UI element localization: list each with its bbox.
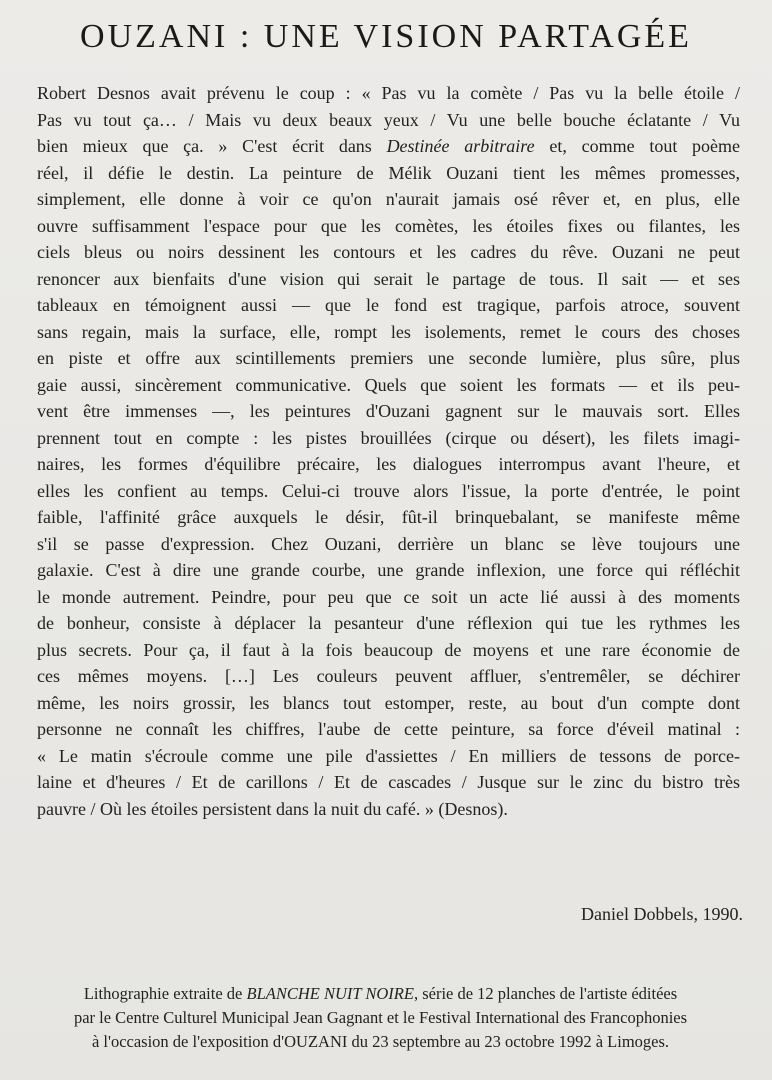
body-line: le monde autrement. Peindre, pour peu que ce soit un acte lié aussi à des moments	[37, 586, 740, 607]
body-line: naires, les formes d'équilibre précaire, les dialogues interrompus avant l'heure, et	[37, 454, 740, 474]
body-line: même, les noirs grossir, les blancs tout estomper, reste, au bout d'un compte dont	[37, 692, 740, 713]
body-line: plus secrets. Pour ça, il faut à la fois beaucoup de moyens et une rare économie de	[37, 639, 740, 660]
credit-line: par le Centre Culturel Municipal Jean Gagnant et le Festival International des Francophonies	[73, 1008, 688, 1027]
body-line: personne ne connaît les chiffres, l'aube de cette peinture, sa force d'éveil matinal :	[37, 719, 740, 739]
body-line: Pas vu tout ça… / Mais vu deux beaux yeux / Vu une belle bouche éclatante / Vu	[37, 109, 740, 130]
body-line: faible, l'affinité grâce auxquels le désir, fût-il brinquebalant, se manifeste même	[37, 507, 740, 527]
body-line: « Le matin s'écroule comme une pile d'assiettes / En milliers de tessons de porce-	[37, 745, 740, 766]
body-line: galaxie. C'est à dire une grande courbe, une grande inflexion, une force qui réfléchit	[37, 560, 740, 580]
article-body	[37, 80, 740, 822]
body-line: laine et d'heures / Et de carillons / Et de cascades / Jusque sur le zinc du bistro très	[37, 772, 740, 792]
lithograph-credit	[8, 982, 753, 1054]
body-line: ces mêmes moyens. […] Les couleurs peuvent affluer, s'entremêler, se déchirer	[37, 666, 740, 686]
body-line: ouvre suffisamment l'espace pour que les comètes, les étoiles fixes ou filantes, les	[37, 215, 740, 236]
body-line: vent être immenses —, les peintures d'Ouzani gagnent sur le mauvais sort. Elles	[37, 401, 740, 421]
credit-line: Lithographie extraite de BLANCHE NUIT NOIRE, série de 12 planches de l'artiste éditées	[83, 984, 678, 1003]
body-line: s'il se passe d'expression. Chez Ouzani, derrière un blanc se lève toujours une	[37, 533, 740, 554]
body-line: bien mieux que ça. » C'est écrit dans Destinée arbitraire et, comme tout poème	[37, 136, 741, 156]
body-line: prennent tout en compte : les pistes brouillées (cirque ou désert), les filets imagi-	[37, 427, 740, 448]
body-line: simplement, elle donne à voir ce qu'on n'aurait jamais osé rêver et, en plus, elle	[37, 189, 740, 209]
body-line: ciels bleus ou noirs dessinent les contours et les cadres du rêve. Ouzani ne peut	[37, 242, 740, 262]
body-line: Robert Desnos avait prévenu le coup : « Pas vu la comète / Pas vu la belle étoile /	[37, 83, 740, 103]
credit-line: à l'occasion de l'exposition d'OUZANI du 23 septembre au 23 octobre 1992 à Limoges.	[91, 1032, 670, 1051]
body-line: pauvre / Où les étoiles persistent dans la nuit du café. » (Desnos).	[37, 798, 508, 819]
book-title-italic: Destinée arbitraire	[386, 136, 535, 156]
body-line: réel, il défie le destin. La peinture de Mélik Ouzani tient les mêmes promesses,	[37, 162, 740, 183]
document-title: OUZANI : UNE VISION PARTAGÉE	[80, 18, 692, 55]
body-line: de bonheur, consiste à déplacer la pesanteur d'une réflexion qui tue les rythmes les	[37, 613, 740, 633]
body-line: renoncer aux bienfaits d'une vision qui serait le partage de tous. Il sait — et ses	[37, 268, 740, 289]
body-line: elles les confient au temps. Celui-ci trouve alors l'issue, la porte d'entrée, le point	[37, 480, 740, 501]
body-line: en piste et offre aux scintillements premiers une seconde lumière, plus sûre, plus	[37, 348, 740, 368]
series-title-italic: BLANCHE NUIT NOIRE	[246, 984, 414, 1003]
body-line: gaie aussi, sincèrement communicative. Quels que soient les formats — et ils peu-	[37, 374, 740, 395]
body-line: sans regain, mais la surface, elle, rompt les isolements, remet le cours des choses	[37, 321, 740, 342]
author-signature: Daniel Dobbels, 1990.	[581, 904, 743, 924]
body-line: tableaux en témoignent aussi — que le fond est tragique, parfois atroce, souvent	[37, 295, 740, 315]
